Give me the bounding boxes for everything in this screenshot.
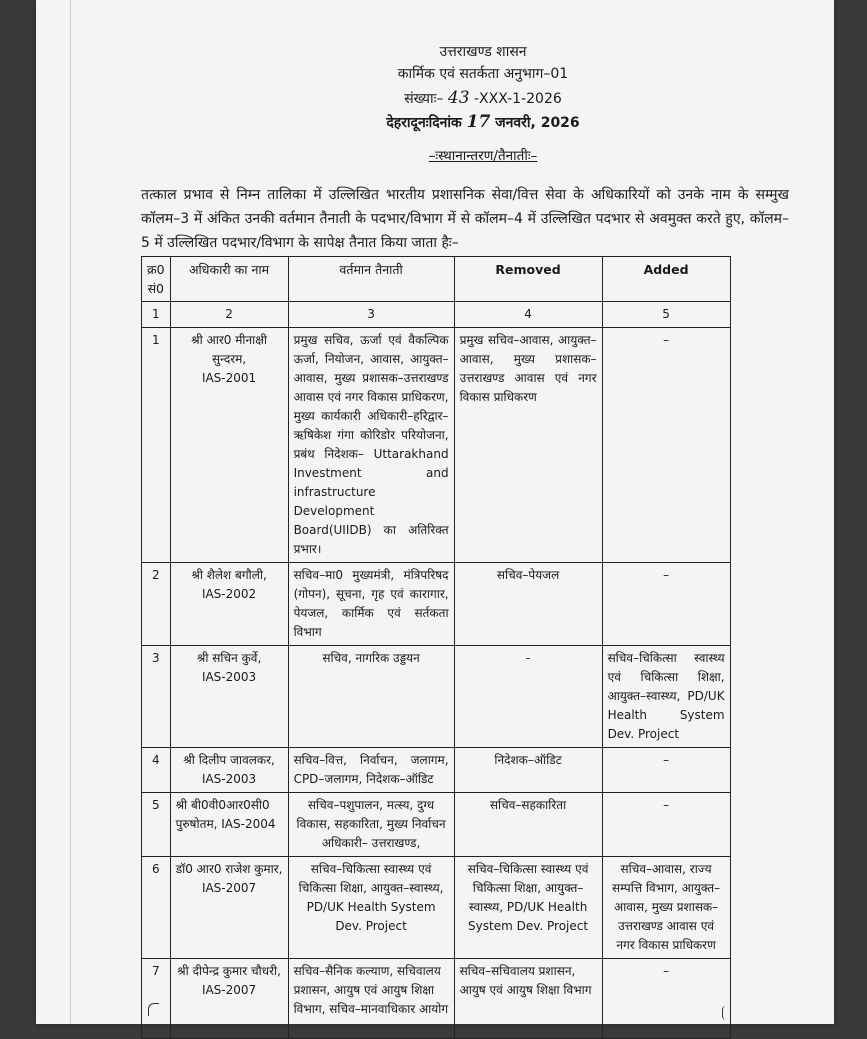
officer-service: IAS-2007 — [201, 881, 257, 895]
table-row — [142, 646, 731, 748]
table-row — [142, 563, 731, 646]
subject-line: –ःस्थानान्तरण/तैनातीः– — [428, 148, 538, 164]
pen-stroke-mark — [722, 1006, 731, 1020]
row-officer — [170, 793, 288, 857]
order-number-handwritten: 43 — [447, 88, 470, 108]
table-row — [142, 793, 731, 857]
row-current-posting: सचिव–पशुपालन, मत्स्य, दुग्ध विकास, सहकारिता, मुख्य निर्वाचन अधिकारी– उत्तराखण्ड, — [288, 793, 454, 857]
table-header-row — [142, 257, 731, 302]
order-number-suffix: -XXX-1-2026 — [474, 91, 562, 107]
date-prefix: देहरादूनःदिनांक — [386, 115, 462, 131]
row-serial: 1 — [142, 328, 171, 563]
column-number: 1 — [142, 302, 171, 328]
row-removed: निदेशक–ऑडिट — [454, 748, 602, 793]
header-added: Added — [602, 257, 730, 302]
row-officer — [170, 959, 288, 1039]
row-added: सचिव–आवास, राज्य सम्पत्ति विभाग, आयुक्त–आवास, मुख्य प्रशासक–उत्तराखण्ड आवास एवं नगर विकास प्राधिकरण — [602, 857, 730, 959]
row-removed: सचिव–पेयजल — [454, 563, 602, 646]
header-serial: क्र0 सं0 — [142, 257, 171, 302]
row-officer — [170, 646, 288, 748]
column-number: 3 — [288, 302, 454, 328]
document-page — [36, 0, 834, 1024]
row-removed: सचिव–सचिवालय प्रशासन, आयुष एवं आयुष शिक्षा विभाग — [454, 959, 602, 1039]
row-current-posting: प्रमुख सचिव, ऊर्जा एवं वैकल्पिक ऊर्जा, नियोजन, आवास, आयुक्त–आवास, मुख्य प्रशासक–उत्तराखण्ड आवास एवं नगर विकास प्राधिकरण, मुख्य कार्यकारी अधिकारी–हरिद्वार–ऋषिकेश गंगा कोरिडोर परियोजना, प्रबंध निदेशक– Uttarakhand Investment and infrastructure Development Board(UIIDB) का अतिरिक्त प्रभार। — [288, 328, 454, 563]
row-serial: 5 — [142, 793, 171, 857]
officer-name: श्री आर0 मीनाक्षी सुन्दरम, — [191, 333, 267, 366]
row-serial: 3 — [142, 646, 171, 748]
row-current-posting: सचिव–सैनिक कल्याण, सचिवालय प्रशासन, आयुष एवं आयुष शिक्षा विभाग, सचिव–मानवाधिकार आयोग — [288, 959, 454, 1039]
officer-name: श्री सचिन कुर्वे, — [196, 651, 262, 665]
row-added: – — [602, 328, 730, 563]
row-serial: 6 — [142, 857, 171, 959]
row-current-posting: सचिव, नागरिक उड्डयन — [288, 646, 454, 748]
row-added: – — [602, 959, 730, 1039]
department-heading: कार्मिक एवं सतर्कता अनुभाग–01 — [397, 66, 569, 82]
transfer-table — [141, 256, 731, 1039]
header-removed: Removed — [454, 257, 602, 302]
officer-service: IAS-2002 — [201, 587, 257, 601]
row-officer — [170, 857, 288, 959]
row-current-posting: सचिव–मा0 मुख्यमंत्री, मंत्रिपरिषद (गोपन), सूचना, गृह एवं कारागार, पेयजल, कार्मिक एवं सर्तकता विभाग — [288, 563, 454, 646]
officer-service: IAS-2001 — [201, 371, 257, 385]
govt-heading: उत्तराखण्ड शासन — [439, 44, 527, 60]
officer-service: IAS-2007 — [201, 983, 257, 997]
table-row — [142, 857, 731, 959]
table-row — [142, 748, 731, 793]
officer-name: श्री दीपेन्द्र कुमार चौधरी, — [177, 964, 281, 978]
row-officer — [170, 563, 288, 646]
row-removed: सचिव–चिकित्सा स्वास्थ्य एवं चिकित्सा शिक्षा, आयुक्त–स्वास्थ्य, PD/UK Health System Dev. Project — [454, 857, 602, 959]
row-serial: 7 — [142, 959, 171, 1039]
officer-name: श्री शैलेश बगौली, — [191, 568, 267, 582]
column-number: 5 — [602, 302, 730, 328]
column-number: 4 — [454, 302, 602, 328]
officer-name: श्री दिलीप जावलकर, — [183, 753, 275, 767]
row-removed: प्रमुख सचिव–आवास, आयुक्त–आवास, मुख्य प्रशासक–उत्तराखण्ड आवास एवं नगर विकास प्राधिकरण — [454, 328, 602, 563]
order-number — [132, 88, 834, 108]
row-removed: सचिव–सहकारिता — [454, 793, 602, 857]
row-added: सचिव–चिकित्सा स्वास्थ्य एवं चिकित्सा शिक्षा, आयुक्त–स्वास्थ्य, PD/UK Health System Dev. Project — [602, 646, 730, 748]
header-current-posting: वर्तमान तैनाती — [288, 257, 454, 302]
date-suffix: जनवरी, 2026 — [495, 115, 580, 131]
row-current-posting: सचिव–चिकित्सा स्वास्थ्य एवं चिकित्सा शिक्षा, आयुक्त–स्वास्थ्य, PD/UK Health System Dev. Project — [288, 857, 454, 959]
order-date — [132, 112, 834, 132]
row-serial: 2 — [142, 563, 171, 646]
officer-service: IAS-2004 — [221, 817, 276, 831]
pen-stroke-mark — [148, 1003, 159, 1016]
intro-paragraph: तत्काल प्रभाव से निम्न तालिका में उल्लिखित भारतीय प्रशासनिक सेवा/वित्त सेवा के अधिकारियों को उनके नाम के सम्मुख कॉलम–3 में अंकित उनकी वर्तमान तैनाती के पदभार/विभाग में से कॉलम–4 में उल्लिखित पदभार से अवमुक्त करते हुए, कॉलम–5 में उल्लिखित पदभार/विभाग के सापेक्ष तैनात किया जाता हैः– — [141, 187, 789, 251]
column-number: 2 — [170, 302, 288, 328]
officer-service: IAS-2003 — [201, 772, 257, 786]
row-serial: 4 — [142, 748, 171, 793]
date-handwritten: 17 — [466, 112, 491, 132]
officer-name: श्री बी0वी0आर0सी0 पुरुषोतम, — [175, 798, 270, 831]
order-number-prefix: संख्याः– — [404, 91, 444, 107]
column-number-row — [142, 302, 731, 328]
row-added: – — [602, 793, 730, 857]
row-current-posting: सचिव–वित्त, निर्वाचन, जलागम, CPD–जलागम, निदेशक–ऑडिट — [288, 748, 454, 793]
row-removed: - — [454, 646, 602, 748]
table-row — [142, 959, 731, 1039]
header-officer-name: अधिकारी का नाम — [170, 257, 288, 302]
row-added: – — [602, 563, 730, 646]
row-officer — [170, 748, 288, 793]
row-officer — [170, 328, 288, 563]
row-added: – — [602, 748, 730, 793]
table-row — [142, 328, 731, 563]
officer-service: IAS-2003 — [201, 670, 257, 684]
officer-name: डॉ0 आर0 राजेश कुमार, — [175, 862, 283, 876]
